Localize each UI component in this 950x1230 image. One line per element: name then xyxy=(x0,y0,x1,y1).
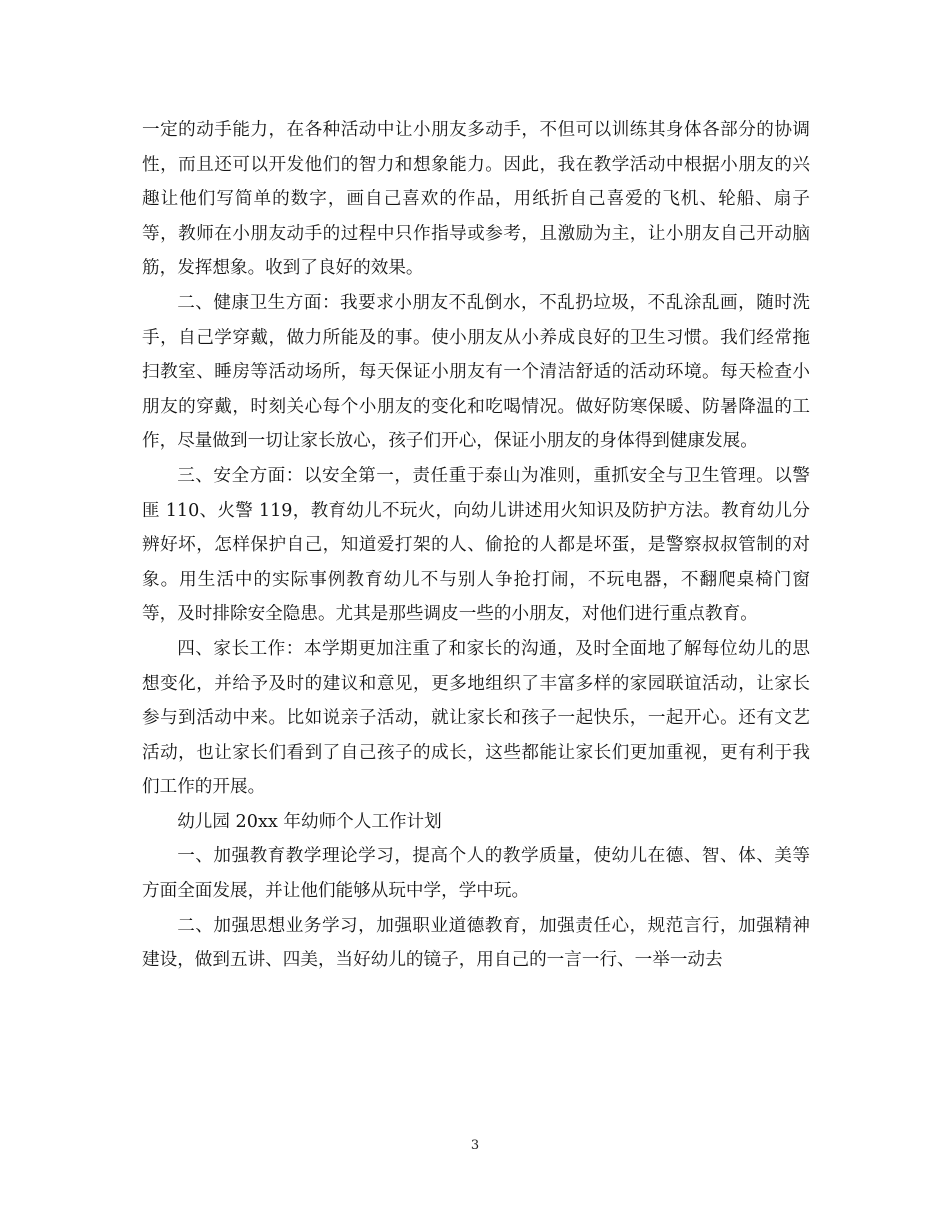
paragraph-plan-item-1: 一、加强教育教学理论学习，提高个人的教学质量，使幼儿在德、智、体、美等方面全面发展，并让他们能够从玩中学，学中玩。 xyxy=(142,846,810,902)
paragraph-plan-item-2: 二、加强思想业务学习，加强职业道德教育，加强责任心，规范言行，加强精神建设，做到五讲、四美，当好幼儿的镜子，用自己的一言一行、一举一动去 xyxy=(142,915,810,971)
section-heading-work-plan: 幼儿园 20xx 年幼师个人工作计划 xyxy=(177,811,442,832)
page-number: 3 xyxy=(470,1138,480,1153)
paragraph-safety: 三、安全方面：以安全第一，责任重于泰山为准则，重抓安全与卫生管理。以警匪 110、火警 119，教育幼儿不玩火，向幼儿讲述用火知识及防护方法。教育幼儿分辨好坏，怎样保护自己，知道爱打架的人、偷抢的人都是坏蛋，是警察叔叔管制的对象。用生活中的实际事例教育幼儿不与别人争抢打闹，不玩电器，不翻爬桌椅门窗等，及时排除安全隐患。尤其是那些调皮一些的小朋友，对他们进行重点教育。 xyxy=(142,465,810,625)
paragraph-health-hygiene: 二、健康卫生方面：我要求小朋友不乱倒水，不乱扔垃圾，不乱涂乱画，随时洗手，自己学穿戴，做力所能及的事。使小朋友从小养成良好的卫生习惯。我们经常拖扫教室、睡房等活动场所，每天保证小朋友有一个清洁舒适的活动环境。每天检查小朋友的穿戴，时刻关心每个小朋友的变化和吃喝情况。做好防寒保暖、防暑降温的工作，尽量做到一切让家长放心，孩子们开心，保证小朋友的身体得到健康发展。 xyxy=(142,292,810,452)
paragraph-parent-work: 四、家长工作：本学期更加注重了和家长的沟通，及时全面地了解每位幼儿的思想变化，并给予及时的建议和意见，更多地组织了丰富多样的家园联谊活动，让家长参与到活动中来。比如说亲子活动，就让家长和孩子一起快乐，一起开心。还有文艺活动，也让家长们看到了自己孩子的成长，这些都能让家长们更加重视，更有利于我们工作的开展。 xyxy=(142,638,810,798)
paragraph-continuation: 一定的动手能力，在各种活动中让小朋友多动手，不但可以训练其身体各部分的协调性，而且还可以开发他们的智力和想象能力。因此，我在教学活动中根据小朋友的兴趣让他们写简单的数字，画自己喜欢的作品，用纸折自己喜爱的飞机、轮船、扇子等，教师在小朋友动手的过程中只作指导或参考，且激励为主，让小朋友自己开动脑筋，发挥想象。收到了良好的效果。 xyxy=(142,120,810,279)
document-body xyxy=(142,113,810,978)
